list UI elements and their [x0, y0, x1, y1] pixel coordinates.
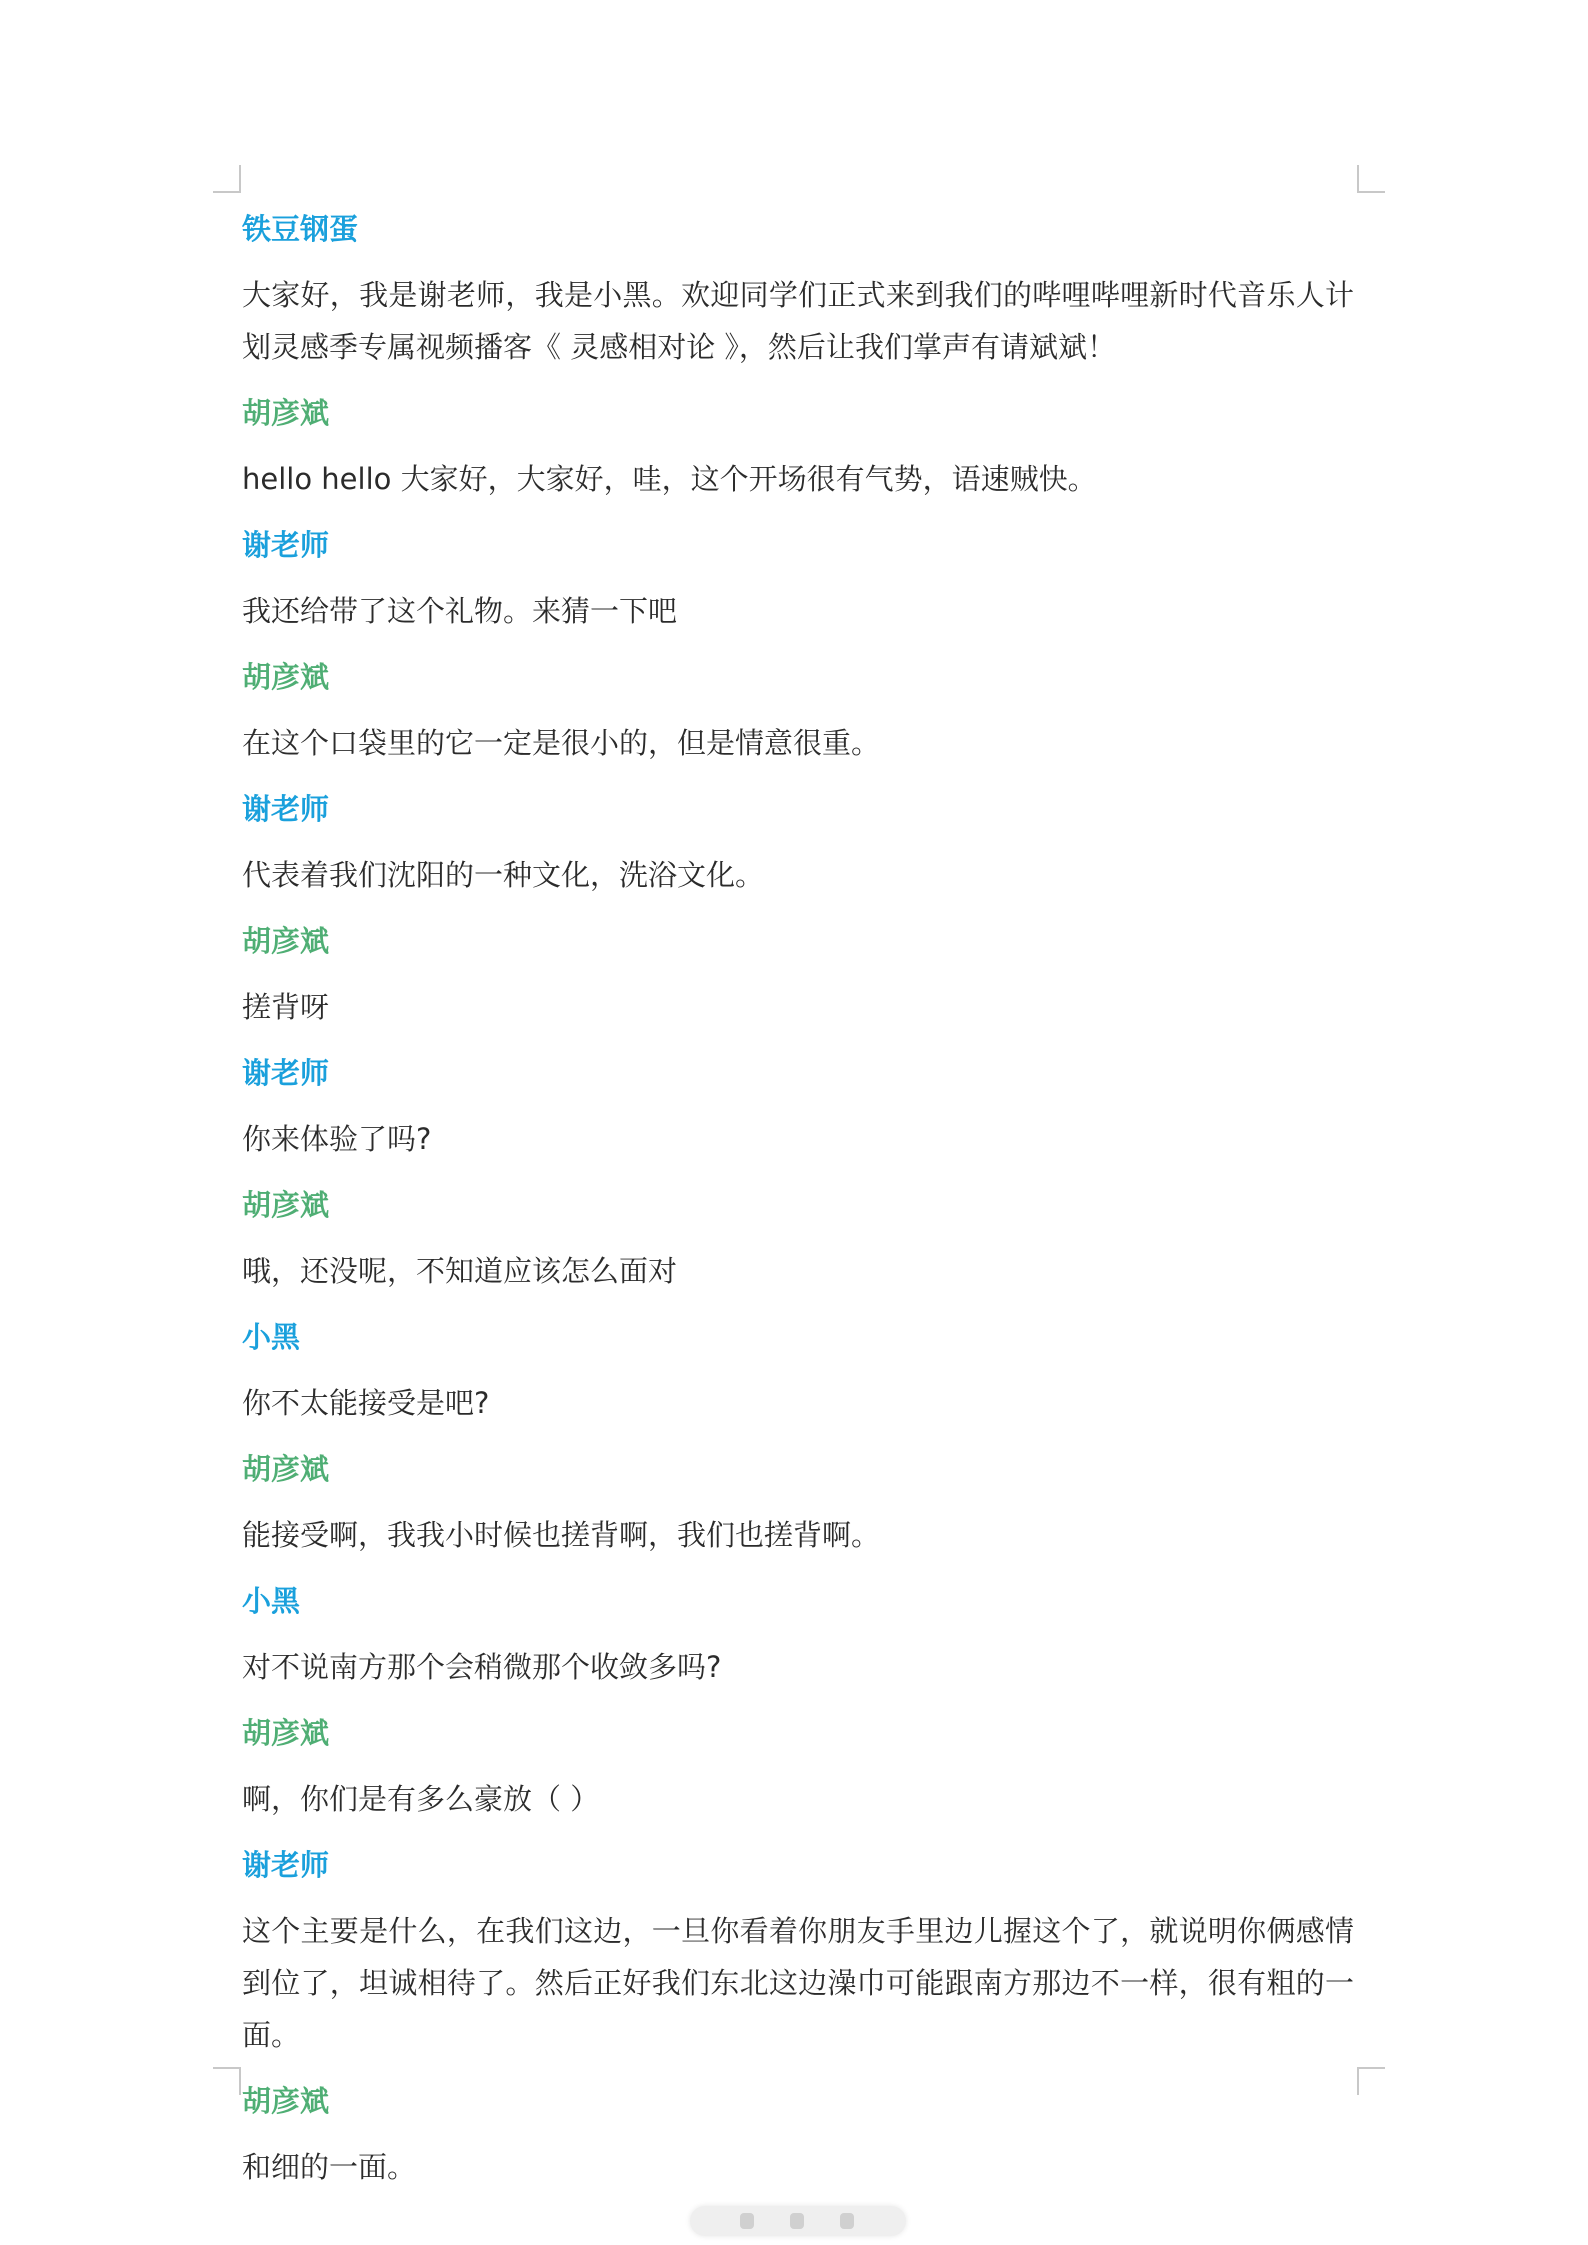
speech-text: 啊，你们是有多么豪放（ ） [242, 1782, 600, 1816]
speaker-name: 铁豆钢蛋 [242, 212, 359, 246]
scroll-grip-right [840, 2213, 854, 2229]
speaker-name: 胡彦斌 [242, 396, 330, 430]
transcript-entry [242, 651, 1354, 769]
page-corner-mark-bottom-left [213, 2067, 241, 2095]
transcript-entry [242, 1311, 1354, 1429]
speech-text: 我还给带了这个礼物。来猜一下吧 [242, 594, 678, 628]
speaker-name: 胡彦斌 [242, 2084, 330, 2118]
speech-text: 你来体验了吗? [242, 1122, 432, 1156]
speaker-name: 胡彦斌 [242, 1188, 330, 1222]
transcript-entry [242, 783, 1354, 901]
transcript-entry [242, 203, 1354, 373]
transcript-entry [242, 387, 1354, 505]
speaker-name: 谢老师 [242, 1848, 330, 1882]
page-corner-mark-bottom-right [1357, 2067, 1385, 2095]
speaker-name: 胡彦斌 [242, 924, 330, 958]
speech-text: 搓背呀 [242, 990, 330, 1024]
speech-text: 大家好，我是谢老师，我是小黑。欢迎同学们正式来到我们的哔哩哔哩新时代音乐人计划灵感季专属视频播客《 灵感相对论 》，然后让我们掌声有请斌斌！ [242, 278, 1354, 364]
transcript-entry [242, 1443, 1354, 1561]
page-corner-mark-top-left [213, 165, 241, 193]
speech-text: 和细的一面。 [242, 2150, 417, 2184]
horizontal-scroll-indicator[interactable] [690, 2206, 906, 2236]
speech-text: 对不说南方那个会稍微那个收敛多吗? [242, 1650, 722, 1684]
transcript-entry [242, 1179, 1354, 1297]
speech-text: 哦，还没呢，不知道应该怎么面对 [242, 1254, 678, 1288]
transcript-entry [242, 519, 1354, 637]
scroll-grip-center [790, 2213, 804, 2229]
transcript-entry [242, 1839, 1354, 2061]
speech-text: 代表着我们沈阳的一种文化，洗浴文化。 [242, 858, 765, 892]
speaker-name: 谢老师 [242, 528, 330, 562]
speaker-name: 胡彦斌 [242, 1716, 330, 1750]
speaker-name: 小黑 [242, 1584, 301, 1618]
speaker-name: 谢老师 [242, 792, 330, 826]
scroll-grip-left [740, 2213, 754, 2229]
transcript-entry [242, 1707, 1354, 1825]
transcript-entry [242, 2075, 1354, 2193]
transcript-body [242, 203, 1354, 2207]
speaker-name: 胡彦斌 [242, 660, 330, 694]
speaker-name: 谢老师 [242, 1056, 330, 1090]
speech-text: 这个主要是什么，在我们这边，一旦你看着你朋友手里边儿握这个了，就说明你俩感情到位了，坦诚相待了。然后正好我们东北这边澡巾可能跟南方那边不一样，很有粗的一面。 [242, 1914, 1354, 2052]
transcript-entry [242, 915, 1354, 1033]
speech-text: 在这个口袋里的它一定是很小的，但是情意很重。 [242, 726, 881, 760]
speaker-name: 小黑 [242, 1320, 301, 1354]
speech-text: 你不太能接受是吧? [242, 1386, 490, 1420]
speech-text: hello hello 大家好，大家好，哇，这个开场很有气势，语速贼快。 [242, 462, 1097, 496]
transcript-entry [242, 1575, 1354, 1693]
page-corner-mark-top-right [1357, 165, 1385, 193]
speech-text: 能接受啊，我我小时候也搓背啊，我们也搓背啊。 [242, 1518, 881, 1552]
speaker-name: 胡彦斌 [242, 1452, 330, 1486]
transcript-entry [242, 1047, 1354, 1165]
